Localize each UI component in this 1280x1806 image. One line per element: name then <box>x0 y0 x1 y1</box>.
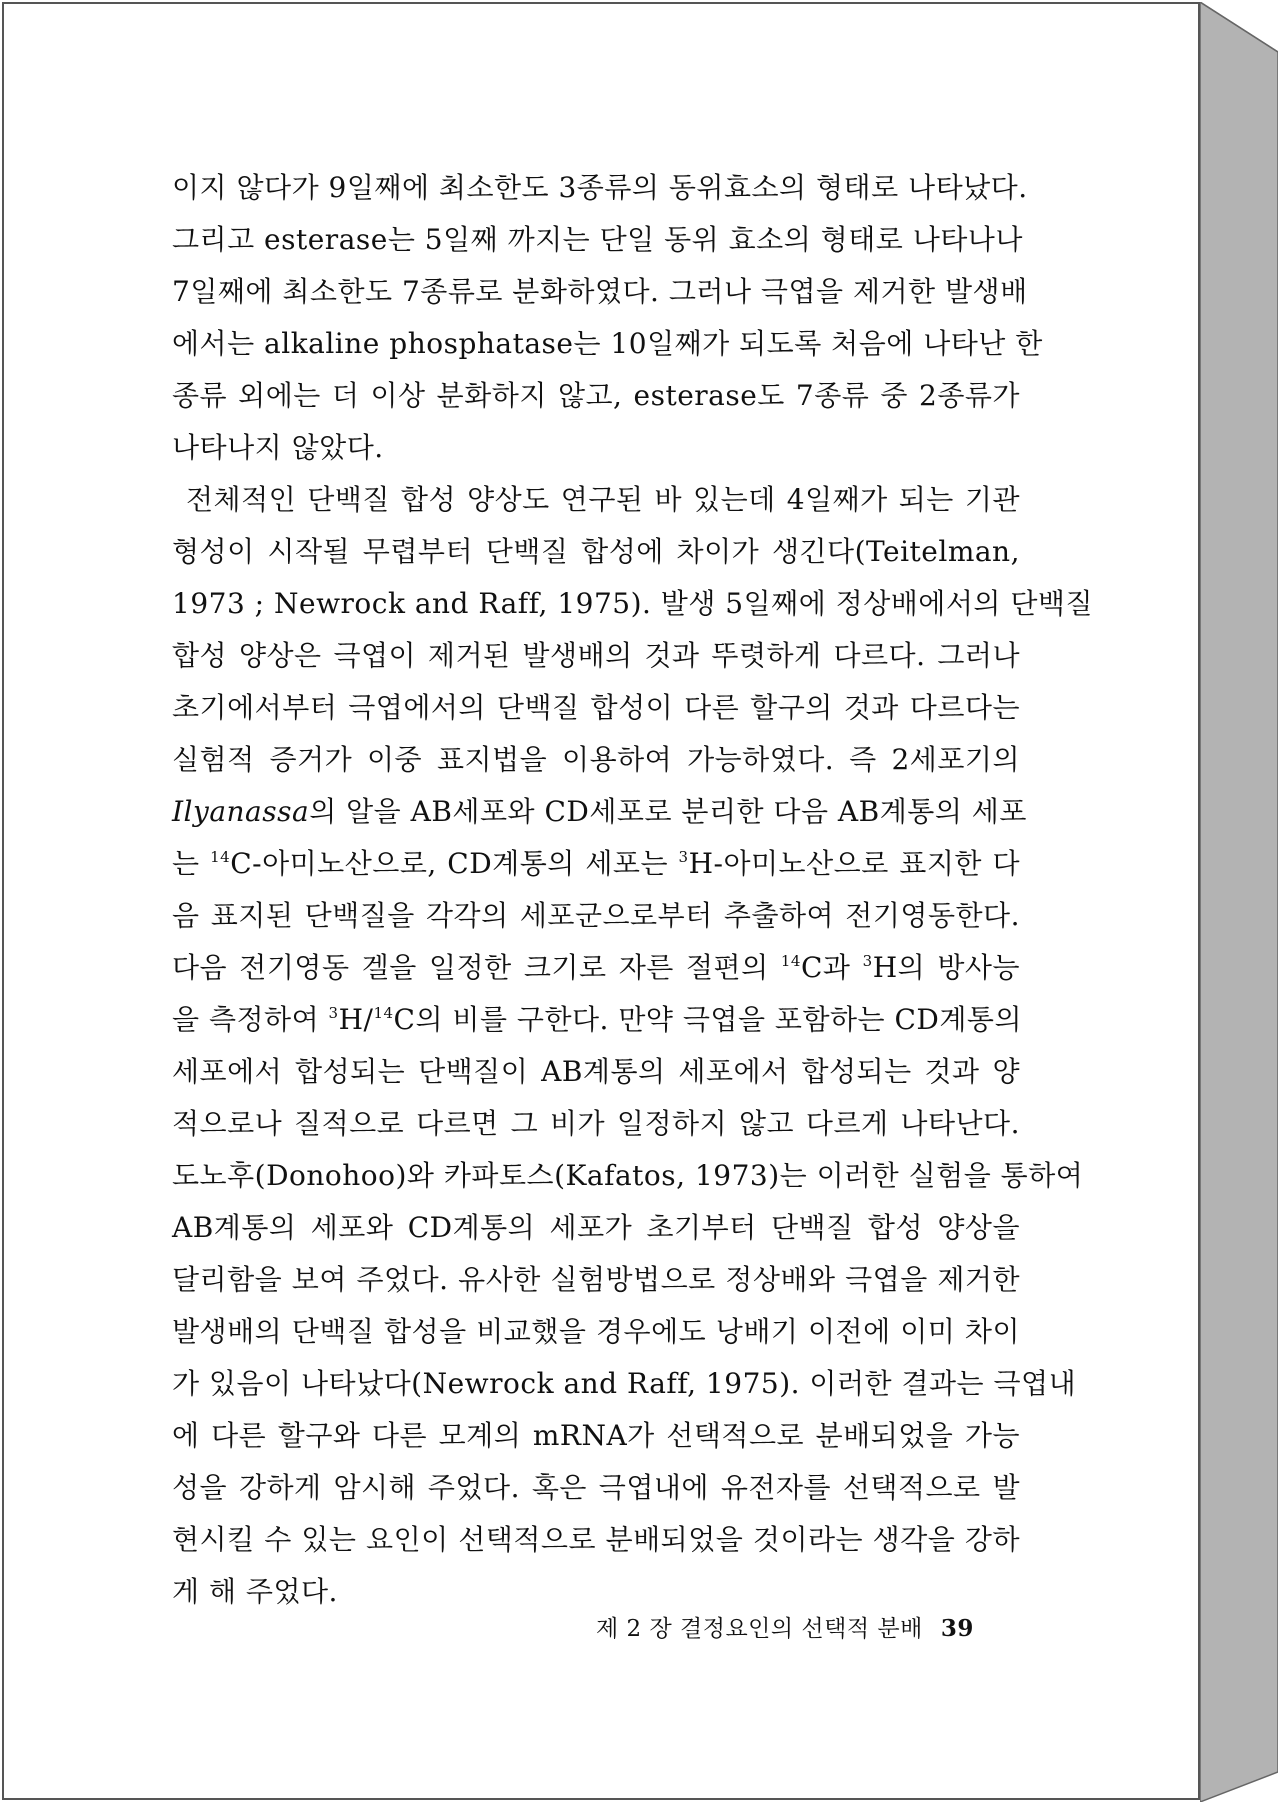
page-number: 39 <box>940 1615 974 1642</box>
text-line: 세포에서 합성되는 단백질이 AB계통의 세포에서 합성되는 것과 양 <box>172 1055 1020 1088</box>
text-line: 을 측정하여 $^3$H/$^{14}$C의 비를 구한다. 만약 극엽을 포함하는 CD계통의 <box>172 1003 1023 1036</box>
isotope-superscript: 3 <box>678 848 689 866</box>
text-line: 성을 강하게 암시해 주었다. 혹은 극엽내에 유전자를 선택적으로 발 <box>172 1471 1020 1504</box>
text-line: 초기에서부터 극엽에서의 단백질 합성이 다른 할구의 것과 다르다는 <box>172 691 1020 724</box>
body-text <box>172 162 1093 1618</box>
text-line: 7일째에 최소한도 7종류로 분화하였다. 그러나 극엽을 제거한 발생배 <box>172 275 1028 308</box>
text-line: 발생배의 단백질 합성을 비교했을 경우에도 낭배기 이전에 이미 차이 <box>172 1315 1020 1348</box>
page-footer <box>596 1610 996 1643</box>
text-line: 나타나지 않았다. <box>172 431 384 464</box>
text-line: 에 다른 할구와 다른 모계의 mRNA가 선택적으로 분배되었을 가능 <box>172 1419 1020 1452</box>
text-line: 합성 양상은 극엽이 제거된 발생배의 것과 뚜렷하게 다르다. 그러나 <box>172 639 1020 672</box>
isotope-superscript: 3 <box>862 952 873 970</box>
text-line: 형성이 시작될 무렵부터 단백질 합성에 차이가 생긴다(Teitelman, <box>172 535 1020 568</box>
text-line: 1973 ; Newrock and Raff, 1975). 발생 5일째에 정상배에서의 단백질 <box>172 587 1093 620</box>
text-line: 는 $^{14}$C-아미노산으로, CD계통의 세포는 $^3$H-아미노산으로 표지한 다 <box>172 847 1021 880</box>
text-line: 도노후(Donohoo)와 카파토스(Kafatos, 1973)는 이러한 실험을 통하여 <box>172 1159 1084 1192</box>
text-line: 게 해 주었다. <box>172 1575 338 1608</box>
text-line: AB계통의 세포와 CD계통의 세포가 초기부터 단백질 합성 양상을 <box>172 1211 1020 1244</box>
text-line: 현시킬 수 있는 요인이 선택적으로 분배되었을 것이라는 생각을 강하 <box>172 1523 1020 1556</box>
isotope-superscript: 14 <box>780 952 801 970</box>
text-line: 달리함을 보여 주었다. 유사한 실험방법으로 정상배와 극엽을 제거한 <box>172 1263 1020 1296</box>
isotope-superscript: 14 <box>210 848 231 866</box>
text-line: Ilyanassa의 알을 AB세포와 CD세포로 분리한 다음 AB계통의 세포 <box>172 795 1027 828</box>
text-line: 실험적 증거가 이중 표지법을 이용하여 가능하였다. 즉 2세포기의 <box>172 743 1020 776</box>
text-line: 전체적인 단백질 합성 양상도 연구된 바 있는데 4일째가 되는 기관 <box>186 483 1020 516</box>
isotope-superscript: 14 <box>373 1004 394 1022</box>
text-line: 그리고 esterase는 5일째 까지는 단일 동위 효소의 형태로 나타나나 <box>172 223 1023 256</box>
text-line: 에서는 alkaline phosphatase는 10일째가 되도록 처음에 나타난 한 <box>172 327 1043 360</box>
text-line: 가 있음이 나타났다(Newrock and Raff, 1975). 이러한 결과는 극엽내 <box>172 1367 1077 1400</box>
text-line: 이지 않다가 9일째에 최소한도 3종류의 동위효소의 형태로 나타났다. <box>172 171 1028 204</box>
text-line: 적으로나 질적으로 다르면 그 비가 일정하지 않고 다르게 나타난다. <box>172 1107 1020 1140</box>
isotope-superscript: 3 <box>328 1004 339 1022</box>
page-edge-decoration <box>1200 2 1278 1802</box>
text-line: 종류 외에는 더 이상 분화하지 않고, esterase도 7종류 중 2종류가 <box>172 379 1020 412</box>
text-line: 다음 전기영동 겔을 일정한 크기로 자른 절편의 $^{14}$C과 $^3$H의 방사능 <box>172 951 1021 984</box>
running-footer-chapter: 제 2 장 결정요인의 선택적 분배 <box>596 1616 923 1642</box>
text-line: 음 표지된 단백질을 각각의 세포군으로부터 추출하여 전기영동한다. <box>172 899 1020 932</box>
species-name: Ilyanassa <box>172 795 310 828</box>
